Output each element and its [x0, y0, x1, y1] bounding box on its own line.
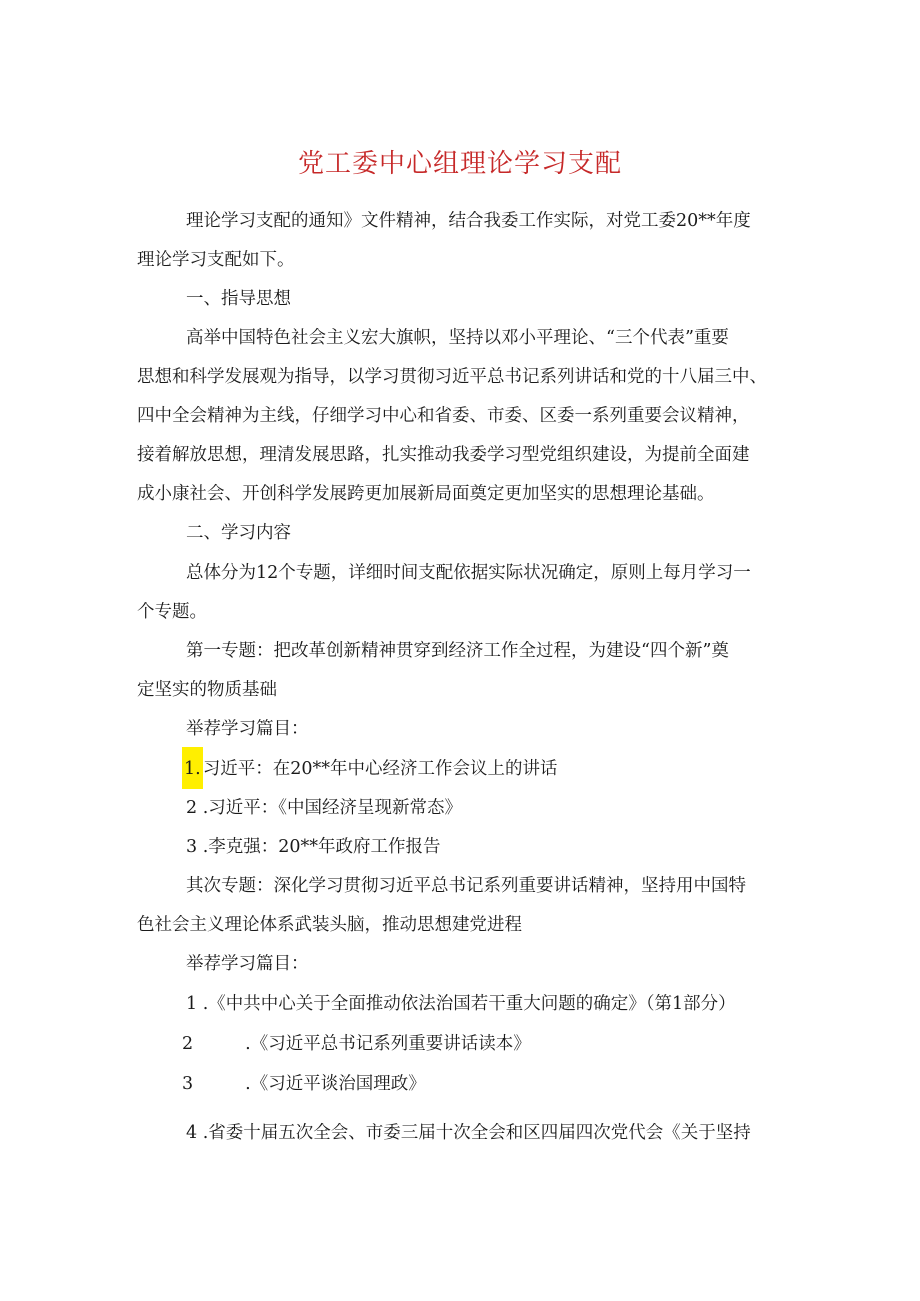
list-item-text: 习近平：在20**年中心经济工作会议上的讲话 [202, 759, 558, 779]
list-item: 2 .习近平：《中国经济呈现新常态》 [186, 798, 463, 818]
topic-1-heading: 第一专题：把改革创新精神贯穿到经济工作全过程，为建设“四个新”奠 [186, 641, 729, 661]
recommended-reading-label: 举荐学习篇目： [186, 954, 309, 974]
paragraph-line: 思想和科学发展观为指导，以学习贯彻习近平总书记系列讲话和党的十八届三中、 [137, 367, 767, 387]
list-item [182, 1072, 426, 1096]
recommended-reading-label: 举荐学习篇目： [186, 719, 309, 739]
paragraph-line: 总体分为12个专题，详细时间支配依据实际状况确定，原则上每月学习一 [186, 563, 751, 583]
intro-line-2: 理论学习支配如下。 [137, 250, 295, 270]
topic-1-heading-cont: 定坚实的物质基础 [137, 680, 277, 700]
highlighted-number: 1. [182, 747, 203, 789]
paragraph-line: 高举中国特色社会主义宏大旗帜，坚持以邓小平理论、“三个代表”重要 [186, 328, 729, 348]
topic-2-heading: 其次专题：深化学习贯彻习近平总书记系列重要讲话精神，坚持用中国特 [186, 876, 746, 896]
paragraph-line: 接着解放思想，理清发展思路，扎实推动我委学习型党组织建设，为提前全面建 [137, 445, 750, 465]
section-heading-guiding-thought: 一、指导思想 [186, 289, 291, 309]
paragraph-line: 四中全会精神为主线，仔细学习中心和省委、市委、区委一系列重要会议精神， [137, 406, 750, 426]
document-title: 党工委中心组理论学习支配 [297, 149, 622, 179]
list-item-number: 2 [182, 1034, 194, 1054]
list-item-number: 3 [182, 1074, 194, 1094]
list-item: 1 .《中共中心关于全面推动依法治国若干重大问题的确定》（第1部分） [186, 994, 736, 1014]
list-item: 4 .省委十届五次全会、市委三届十次全会和区四届四次党代会《关于坚持 [186, 1123, 751, 1143]
list-item-text: .《习近平总书记系列重要讲话读本》 [245, 1034, 531, 1054]
list-item-text: .《习近平谈治国理政》 [245, 1074, 426, 1094]
section-heading-study-content: 二、学习内容 [186, 523, 291, 543]
list-item [182, 757, 557, 789]
list-item: 3 .李克强：20**年政府工作报告 [186, 837, 441, 857]
paragraph-line: 成小康社会、开创科学发展跨更加展新局面奠定更加坚实的思想理论基础。 [137, 484, 715, 504]
topic-2-heading-cont: 色社会主义理论体系武装头脑，推动思想建党进程 [137, 915, 522, 935]
paragraph-line: 个专题。 [137, 602, 207, 622]
list-item [182, 1032, 531, 1056]
intro-line-1: 理论学习支配的通知》文件精神，结合我委工作实际，对党工委20**年度 [186, 211, 751, 231]
